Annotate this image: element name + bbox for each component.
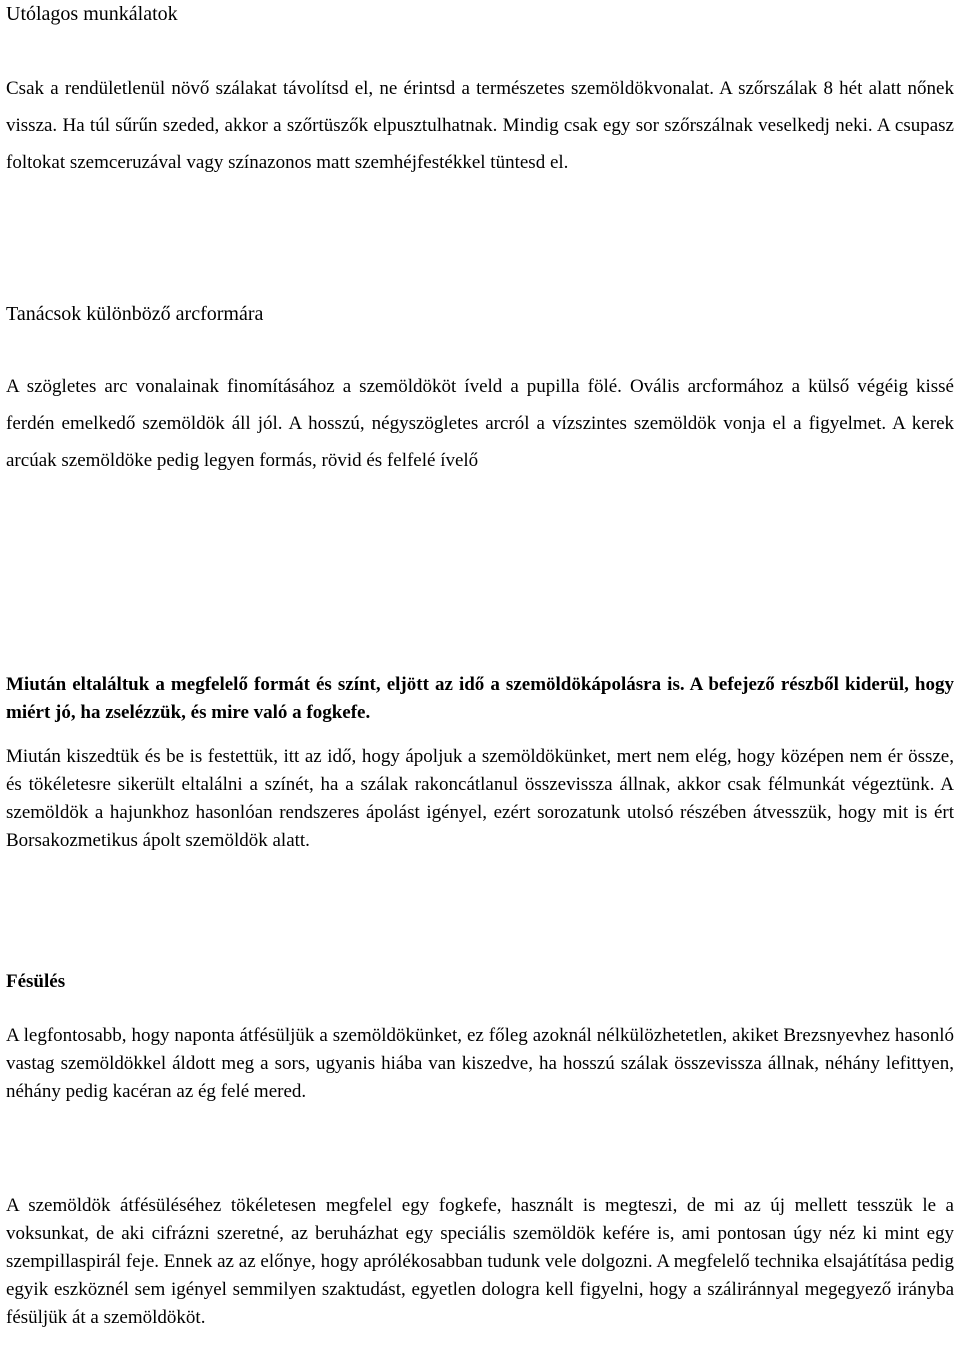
intro-bold-lead: Miután eltaláltuk a megfelelő formát és színt, eljött az idő a szemöldökápolásra is. A befejező részből kiderül, hogy miért jó, ha zselézzük, és mire való a fogkefe. bbox=[6, 674, 954, 723]
paragraph-arcforma: A szögletes arc vonalainak finomításához a szemöldököt íveld a pupilla fölé. Ovális arcformához a külső végéig kissé ferdén emelkedő szemöldök áll jól. A hosszú, négyszögletes arcról a vízszintes szemöldök vonja el a figyelmet. A kerek arcúak szemöldöke pedig legyen formás, rövid és felfelé ívelő bbox=[6, 376, 954, 471]
paragraph-fesules-2: A szemöldök átfésüléséhez tökéletesen megfelel egy fogkefe, használt is megteszi, de mi az új mellett tesszük le a voksunkat, de aki cifrázni szeretné, az beruházhat egy speciális szemöldök kefére is, ami pontosan úgy néz ki mint egy szempillaspirál feje. Ennek az az előnye, hogy aprólékosabban tudunk vele dolgozni. A megfelelő technika elsajátítása pedig egyik eszköznél sem igényel semmilyen szaktudást, egyetlen dologra kell figyelni, hogy a száliránnyal megegyező irányba fésüljük át a szemöldököt. bbox=[6, 1195, 954, 1328]
section-heading-arcforma: Tanácsok különböző arcformára bbox=[6, 303, 264, 325]
section-heading-utolagos: Utólagos munkálatok bbox=[6, 3, 178, 25]
section-heading-fesules: Fésülés bbox=[6, 971, 66, 992]
paragraph-utolagos: Csak a rendületlenül növő szálakat távolítsd el, ne érintsd a természetes szemöldökvonalat. A szőrszálak 8 hét alatt nőnek vissza. Ha túl sűrűn szeded, akkor a szőrtüszők elpusztulhatnak. Mindig csak egy sor szőrszálnak veselkedj neki. A csupasz foltokat szemceruzával vagy színazonos matt szemhéjfestékkel tüntesd el. bbox=[6, 78, 954, 173]
paragraph-fesules-1: A legfontosabb, hogy naponta átfésüljük a szemöldökünket, ez főleg azoknál nélkülözhetetlen, akiket Brezsnyevhez hasonló vastag szemöldökkel áldott meg a sors, ugyanis hiába van kiszedve, ha hosszú szálak összevissza állnak, néhány lefittyen, néhány pedig kacéran az ég felé mered. bbox=[6, 1025, 954, 1102]
intro-paragraph: Miután kiszedtük és be is festettük, itt az idő, hogy ápoljuk a szemöldökünket, mert nem elég, hogy középen nem ér össze, és tökéletesre sikerült eltalálni a színét, ha a szálak rakoncátlanul összevissza állnak, akkor csak félmunkát végeztünk. A szemöldök a hajunkhoz hasonlóan rendszeres ápolást igényel, ezért sorozatunk utolsó részében átvesszük, hogy mit is ért Borsakozmetikus ápolt szemöldök alatt. bbox=[6, 746, 954, 851]
